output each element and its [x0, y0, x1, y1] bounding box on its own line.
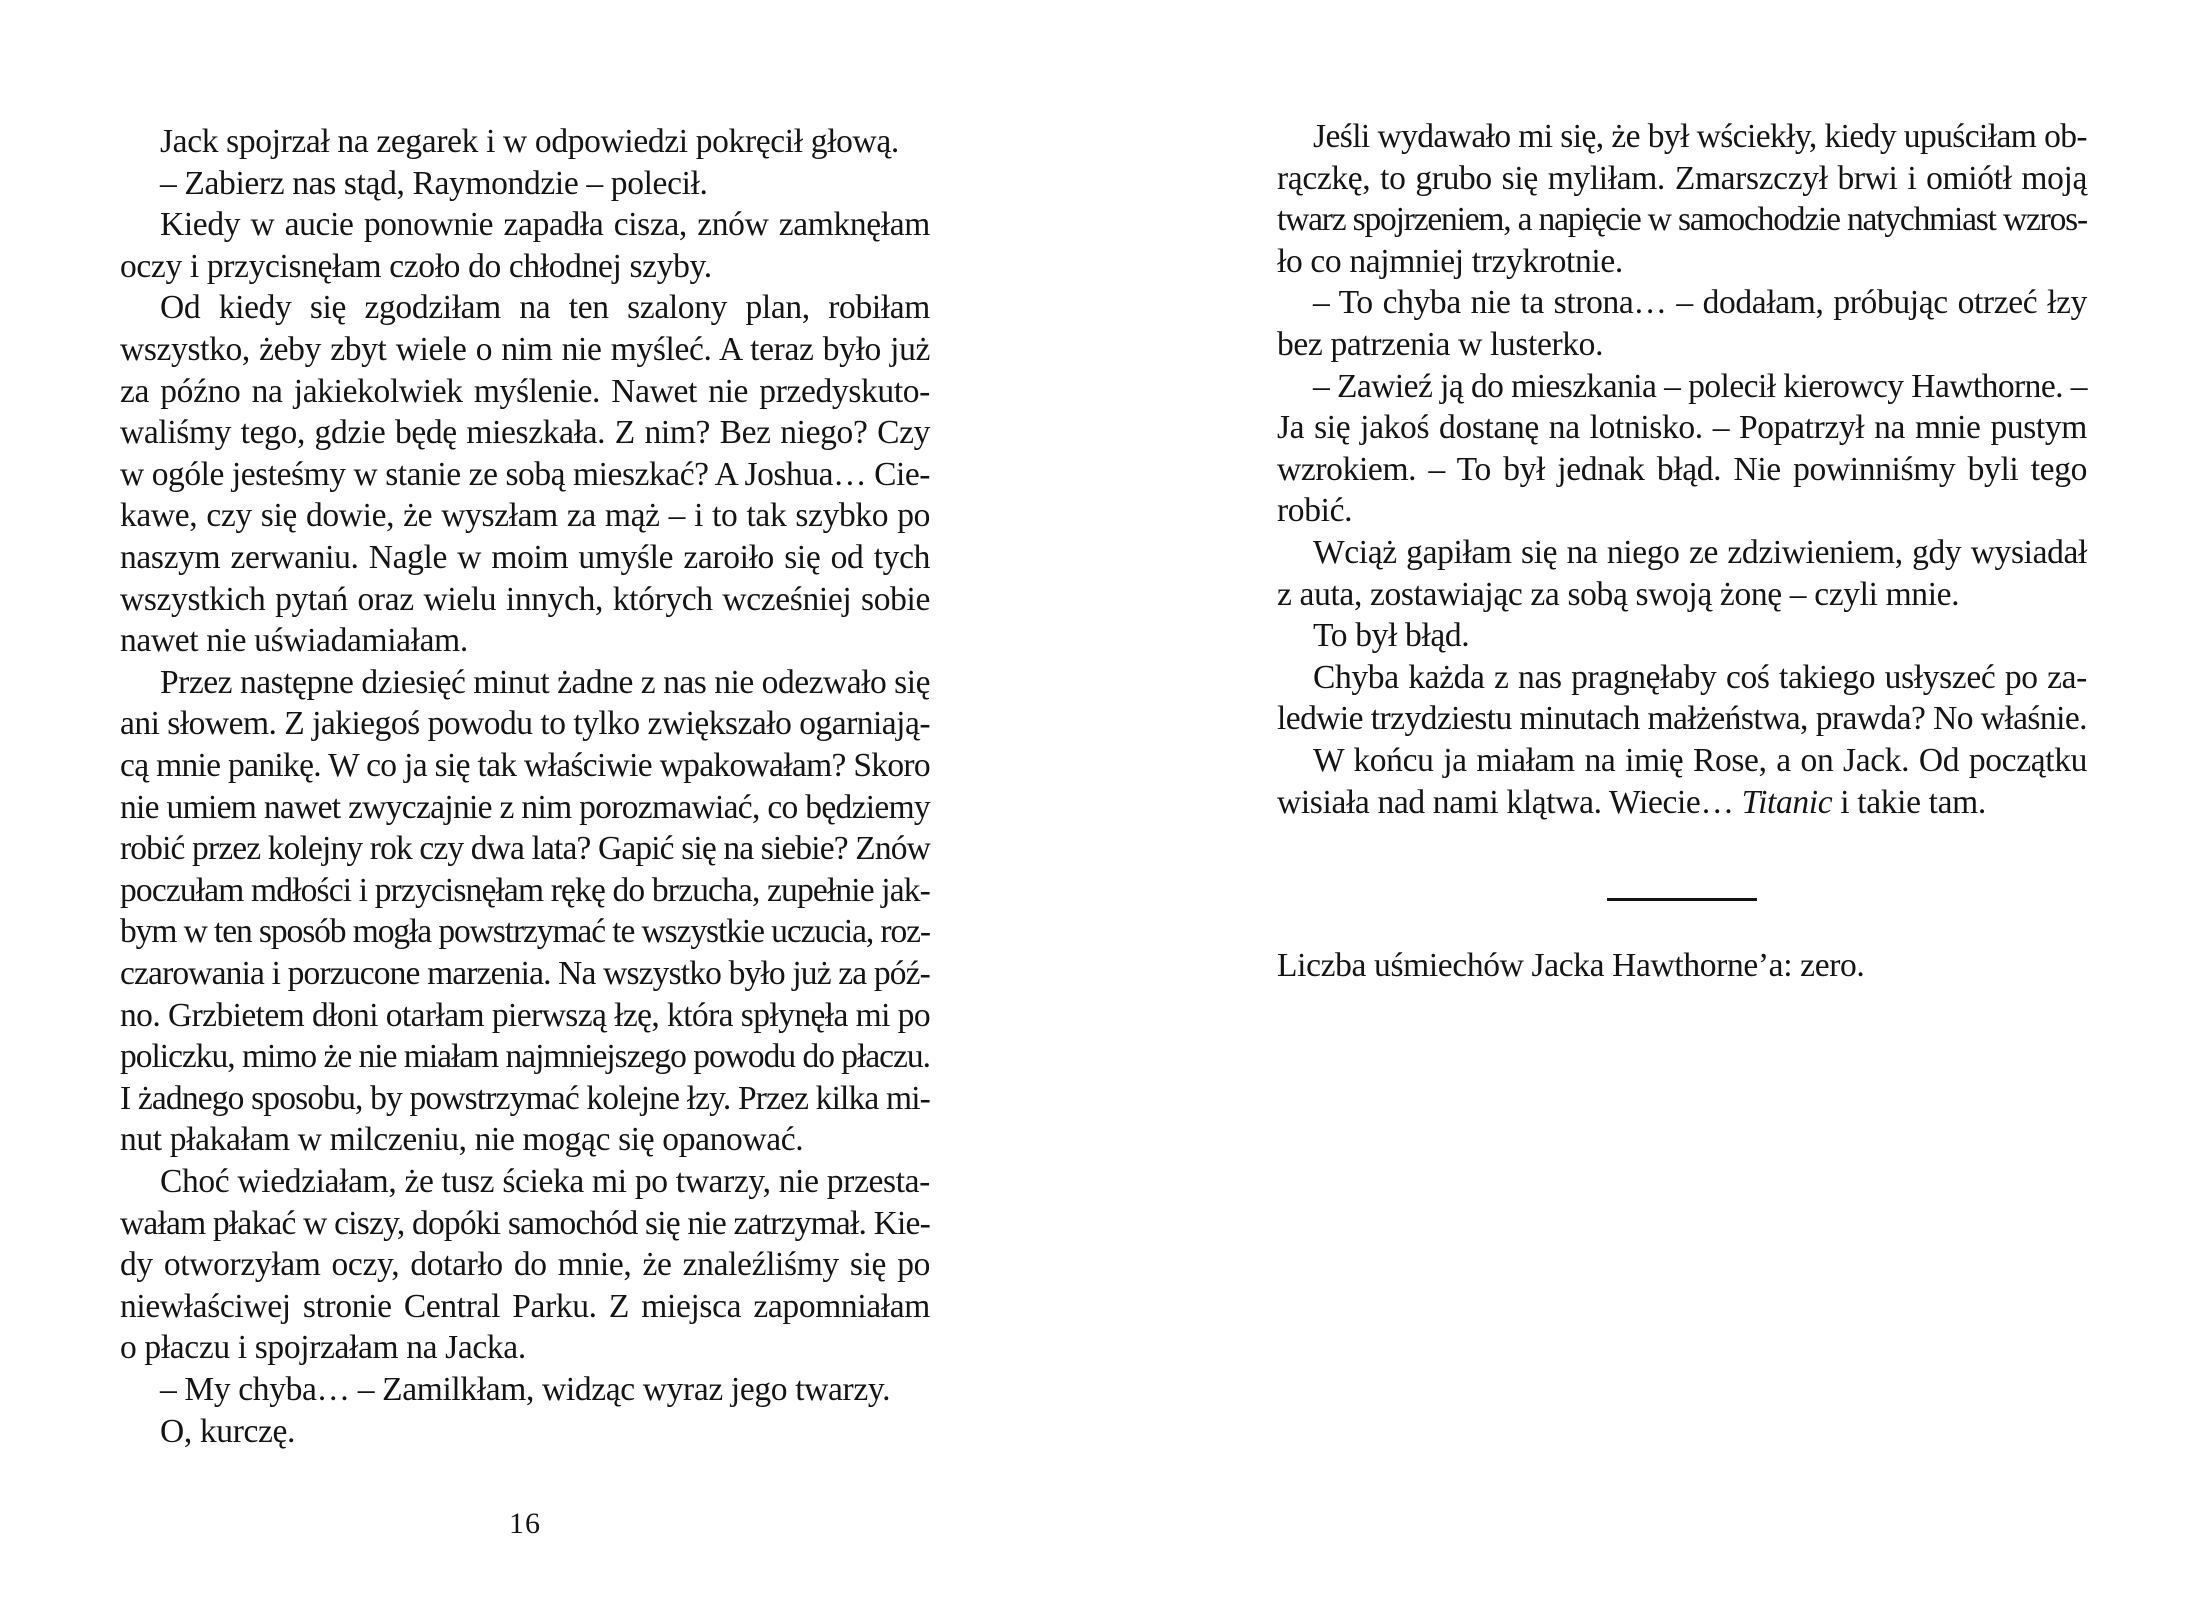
- text-line: W końcu ja miałam na imię Rose, a on Jack. Od początku: [1313, 742, 2087, 779]
- text-span: i takie tam.: [1832, 783, 1986, 821]
- text-line: z auta, zostawiając za sobą swoją żonę – czyli mnie.: [1277, 575, 1960, 613]
- text-line: I żadnego sposobu, by powstrzymać kolejne łzy. Przez kilka mi-: [120, 1079, 930, 1117]
- text-line: czarowania i porzucone marzenia. Na wszystko było już za póź-: [120, 955, 930, 992]
- text-line: – My chyba… – Zamilkłam, widząc wyraz jego twarzy.: [160, 1371, 891, 1408]
- text-line: wałam płakać w ciszy, dopóki samochód się nie zatrzymał. Kie-: [120, 1204, 930, 1242]
- text-line: nut płakałam w milczeniu, nie mogąc się opanować.: [120, 1121, 804, 1159]
- text-line: O, kurczę.: [160, 1412, 296, 1450]
- text-line: wzrokiem. – To był jednak błąd. Nie powinniśmy byli tego: [1277, 450, 2087, 488]
- text-line: [1277, 782, 2087, 824]
- text-line: cą mnie panikę. W co ja się tak właściwie wpakowałam? Skoro: [120, 747, 930, 784]
- text-line: nawet nie uświadamiałam.: [120, 622, 468, 660]
- text-line: Kiedy w aucie ponownie zapadła cisza, znów zamknęłam: [160, 206, 930, 244]
- right-page: [1102, 0, 2205, 1614]
- text-line: Wciąż gapiłam się na niego ze zdziwieniem, gdy wysiadał: [1313, 534, 2087, 571]
- text-line: robić przez kolejny rok czy dwa lata? Gapić się na siebie? Znów: [120, 830, 930, 868]
- text-line: w ogóle jesteśmy w stanie ze sobą mieszkać? A Joshua… Cie-: [120, 455, 930, 493]
- text-line: niewłaściwej stronie Central Parku. Z miejsca zapomniałam: [120, 1287, 930, 1325]
- section-break-rule: [1607, 898, 1757, 901]
- text-line: za późno na jakiekolwiek myślenie. Nawet nie przedyskuto-: [120, 372, 930, 410]
- text-line: Chyba każda z nas pragnęłaby coś takiego usłyszeć po za-: [1313, 658, 2087, 696]
- text-line: – Zabierz nas stąd, Raymondzie – polecił.: [160, 164, 708, 202]
- text-line: rączkę, to grubo się myliłam. Zmarszczył brwi i omiótł moją: [1277, 159, 2087, 197]
- text-line: Jack spojrzał na zegarek i w odpowiedzi pokręcił głową.: [160, 123, 899, 160]
- closing-line: Liczba uśmiechów Jacka Hawthorne’a: zero.: [1277, 947, 1865, 984]
- text-line: Jeśli wydawało mi się, że był wściekły, kiedy upuściłam ob-: [1313, 118, 2087, 155]
- text-line: ledwie trzydziestu minutach małżeństwa, prawda? No właśnie.: [1277, 700, 2087, 738]
- text-line: wszystko, żeby zbyt wiele o nim nie myśleć. A teraz było już: [120, 331, 930, 368]
- text-line: poczułam mdłości i przycisnęłam rękę do brzucha, zupełnie jak-: [120, 871, 930, 909]
- text-line: Przez następne dziesięć minut żadne z nas nie odezwało się: [160, 663, 930, 701]
- page-number: 16: [509, 1507, 541, 1540]
- text-line: dy otworzyłam oczy, dotarło do mnie, że znaleźliśmy się po: [120, 1246, 930, 1284]
- text-line: oczy i przycisnęłam czoło do chłodnej szyby.: [120, 247, 712, 285]
- text-line: To był błąd.: [1313, 617, 1470, 655]
- text-line: waliśmy tego, gdzie będę mieszkała. Z nim? Bez niego? Czy: [120, 414, 930, 452]
- left-page: [0, 0, 1102, 1614]
- text-line: ło co najmniej trzykrotnie.: [1277, 242, 1623, 280]
- italic-title: Titanic: [1741, 783, 1833, 821]
- text-span: wisiała nad nami klątwa. Wiecie…: [1277, 783, 1742, 821]
- text-line: – Zawieź ją do mieszkania – polecił kierowcy Hawthorne. –: [1313, 367, 2087, 405]
- text-line: Od kiedy się zgodziłam na ten szalony plan, robiłam: [160, 289, 930, 327]
- text-line: – To chyba nie ta strona… – dodałam, próbując otrzeć łzy: [1313, 284, 2087, 322]
- text-line: ani słowem. Z jakiegoś powodu to tylko zwiększało ogarniają-: [120, 705, 930, 743]
- text-line: o płaczu i spojrzałam na Jacka.: [120, 1329, 526, 1367]
- text-line: Ja się jakoś dostanę na lotnisko. – Popatrzył na mnie pustym: [1277, 409, 2087, 447]
- text-line: naszym zerwaniu. Nagle w moim umyśle zaroiło się od tych: [120, 539, 930, 576]
- text-line: Choć wiedziałam, że tusz ścieka mi po twarzy, nie przesta-: [160, 1163, 930, 1200]
- text-line: wszystkich pytań oraz wielu innych, których wcześniej sobie: [120, 580, 930, 618]
- text-line: no. Grzbietem dłoni otarłam pierwszą łzę, która spłynęła mi po: [120, 996, 930, 1034]
- text-line: bym w ten sposób mogła powstrzymać te wszystkie uczucia, roz-: [120, 913, 930, 951]
- text-line: twarz spojrzeniem, a napięcie w samochodzie natychmiast wzros-: [1277, 201, 2087, 239]
- text-line: kawe, czy się dowie, że wyszłam za mąż – i to tak szybko po: [120, 497, 930, 535]
- text-line: policzku, mimo że nie miałam najmniejszego powodu do płaczu.: [120, 1038, 930, 1076]
- text-line: bez patrzenia w lusterko.: [1277, 326, 1604, 363]
- text-line: robić.: [1277, 492, 1353, 530]
- text-line: nie umiem nawet zwyczajnie z nim porozmawiać, co będziemy: [120, 788, 930, 826]
